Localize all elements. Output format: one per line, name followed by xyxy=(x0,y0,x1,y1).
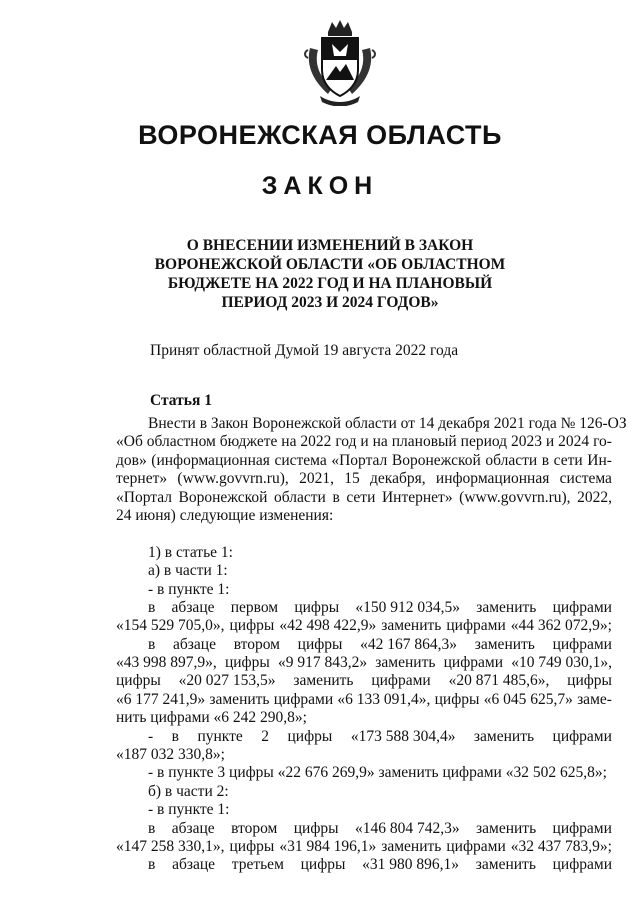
word: в xyxy=(148,819,156,837)
item-line: а) в части 1: xyxy=(148,562,228,580)
law-name-line: ВОРОНЕЖСКОЙ ОБЛАСТИ «ОБ ОБЛАСТНОМ xyxy=(154,256,506,273)
word: сети xyxy=(346,488,376,506)
word: цифрами xyxy=(371,672,431,690)
word: год xyxy=(335,433,357,451)
word: в xyxy=(148,635,156,653)
law-name-line: ПЕРИОД 2023 И 2024 ГОДОВ» xyxy=(221,294,439,311)
word: «32 437 783,9»; xyxy=(510,837,612,855)
item-line: - в пункте 1: xyxy=(148,801,230,819)
item-line xyxy=(116,599,612,617)
word: «20 027 153,5» xyxy=(178,672,276,690)
item-line: «187 032 330,8»; xyxy=(116,746,225,764)
word: области xyxy=(274,488,326,506)
coat-of-arms-icon xyxy=(302,18,378,106)
word: областном xyxy=(146,433,216,451)
word: и xyxy=(360,433,369,451)
word: «43 998 897,9», xyxy=(116,654,217,672)
word: «173 588 304,4» xyxy=(350,727,456,745)
intro-line xyxy=(116,433,612,451)
word: цифрами xyxy=(552,598,612,616)
word: области xyxy=(485,451,538,469)
word: абзаце xyxy=(172,856,216,874)
word: первом xyxy=(230,598,279,616)
word: «150 912 034,5» xyxy=(355,598,460,616)
intro-line xyxy=(116,489,612,507)
word: «6 177 241,9» xyxy=(116,690,206,708)
word: цифры xyxy=(293,819,339,837)
word: заменить xyxy=(473,727,535,745)
word: заменить xyxy=(381,617,442,635)
item-line xyxy=(116,636,612,654)
article-title: Статья 1 xyxy=(150,392,212,409)
law-title: ЗАКОН xyxy=(261,172,379,200)
item-line: 1) в статье 1: xyxy=(148,543,233,561)
word: система xyxy=(274,451,327,469)
word: 2021, xyxy=(299,470,334,488)
word: сети xyxy=(553,451,583,469)
word: втором xyxy=(233,635,280,653)
word: «42 167 864,3» xyxy=(360,635,458,653)
word: в xyxy=(171,727,179,745)
word: «154 529 705,0», xyxy=(116,617,225,635)
word: (информационная xyxy=(151,451,270,469)
word: на xyxy=(372,433,388,451)
word: «31 980 896,1» xyxy=(362,856,460,874)
word: цифрами xyxy=(443,654,503,672)
word: абзаце xyxy=(171,819,215,837)
word: цифры xyxy=(287,727,333,745)
word: цифры xyxy=(229,837,275,855)
word: «44 362 072,9»; xyxy=(510,617,612,635)
word: бюджете xyxy=(219,433,278,451)
word: заменить xyxy=(475,856,536,874)
word: период xyxy=(460,433,508,451)
word: заменить xyxy=(381,837,442,855)
word: тернет» xyxy=(116,470,168,488)
word: Ин- xyxy=(587,451,612,469)
word: в xyxy=(332,488,340,506)
word: 2022, xyxy=(577,488,612,506)
word: цифрами xyxy=(552,819,612,837)
word: 15 xyxy=(344,470,360,488)
word: заме- xyxy=(577,690,612,708)
item-line xyxy=(116,654,612,672)
item-line xyxy=(116,728,612,746)
word: цифры xyxy=(297,635,343,653)
item-line: б) в части 2: xyxy=(148,782,229,800)
word: «146 804 742,3» xyxy=(354,819,460,837)
word: плановый xyxy=(391,433,457,451)
word: (www.govvrn.ru), xyxy=(177,470,289,488)
intro-line: Внести в Закон Воронежской области от 14 декабря 2021 года № 126-ОЗ xyxy=(148,415,627,432)
word: «31 984 196,1» xyxy=(279,837,377,855)
item-line xyxy=(116,838,612,856)
word: «42 498 422,9» xyxy=(279,617,377,635)
word: - xyxy=(148,727,154,745)
word: 2024 xyxy=(558,433,590,451)
word: 2 xyxy=(261,727,270,745)
word: втором xyxy=(231,819,278,837)
word: цифры xyxy=(224,654,270,672)
word: Воронежской xyxy=(391,451,481,469)
paragraph-gap xyxy=(116,525,612,543)
word: Интернет» xyxy=(381,488,453,506)
word: абзаце xyxy=(171,598,215,616)
word: «Об xyxy=(116,433,143,451)
word: цифры xyxy=(116,672,161,690)
word: заменить xyxy=(474,635,535,653)
word: декабря, xyxy=(370,470,426,488)
item-line xyxy=(116,617,612,635)
word: заменить xyxy=(375,654,436,672)
region-title: ВОРОНЕЖСКАЯ ОБЛАСТЬ xyxy=(138,120,502,150)
item-line xyxy=(116,691,612,709)
word: «Портал xyxy=(331,451,388,469)
word: в xyxy=(148,598,156,616)
word: «9 917 843,2» xyxy=(277,654,368,672)
intro-line xyxy=(116,452,612,470)
item-line xyxy=(116,820,612,838)
word: «20 871 485,6», xyxy=(448,672,550,690)
word: 2022 xyxy=(300,433,332,451)
item-line xyxy=(116,856,612,874)
adoption-date: Принят областной Думой 19 августа 2022 года xyxy=(150,342,459,359)
word: го- xyxy=(593,433,612,451)
word: третьем xyxy=(231,856,284,874)
word: и xyxy=(545,433,555,451)
word: цифры xyxy=(567,672,612,690)
word: цифры xyxy=(434,690,480,708)
word: цифры xyxy=(300,856,346,874)
word: пункте xyxy=(197,727,243,745)
word: на xyxy=(281,433,297,451)
item-line: нить цифрами «6 242 290,8»; xyxy=(116,709,307,727)
word: заменить xyxy=(476,598,537,616)
word: «10 749 030,1», xyxy=(511,654,612,672)
word: цифрами xyxy=(552,635,612,653)
word: Воронежской xyxy=(178,488,268,506)
word: цифрами xyxy=(552,727,612,745)
item-line xyxy=(116,672,612,690)
law-name xyxy=(150,236,510,312)
word: «147 258 330,1», xyxy=(116,837,225,855)
word: «6 045 625,7» xyxy=(483,690,573,708)
intro-line xyxy=(116,470,612,488)
word: «Портал xyxy=(116,488,172,506)
word: цифры xyxy=(229,617,275,635)
word: заменить xyxy=(293,672,354,690)
word: «6 133 091,4», xyxy=(337,690,431,708)
word: цифрами xyxy=(446,837,506,855)
law-name-line: БЮДЖЕТЕ НА 2022 ГОД И НА ПЛАНОВЫЙ xyxy=(167,275,493,292)
word: заменить xyxy=(476,819,537,837)
word: цифрами xyxy=(446,617,506,635)
word: (www.govvrn.ru), xyxy=(459,488,571,506)
word: в xyxy=(541,451,550,469)
word: цифрами xyxy=(273,690,334,708)
item-line: - в пункте 1: xyxy=(148,580,230,598)
word: абзаце xyxy=(173,635,216,653)
word: система xyxy=(559,470,612,488)
word: цифры xyxy=(294,598,340,616)
item-line: - в пункте 3 цифры «22 676 269,9» заменить цифрами «32 502 625,8»; xyxy=(148,764,607,782)
word: цифрами xyxy=(552,856,612,874)
word: 2023 xyxy=(511,433,542,451)
word: заменить xyxy=(209,690,270,708)
article-body xyxy=(116,415,627,875)
law-name-line: О ВНЕСЕНИИ ИЗМЕНЕНИЙ В ЗАКОН xyxy=(186,237,474,254)
word: дов» xyxy=(116,451,147,469)
intro-line: 24 июня) следующие изменения: xyxy=(116,506,334,524)
word: информационная xyxy=(435,470,550,488)
word: в xyxy=(148,856,156,874)
